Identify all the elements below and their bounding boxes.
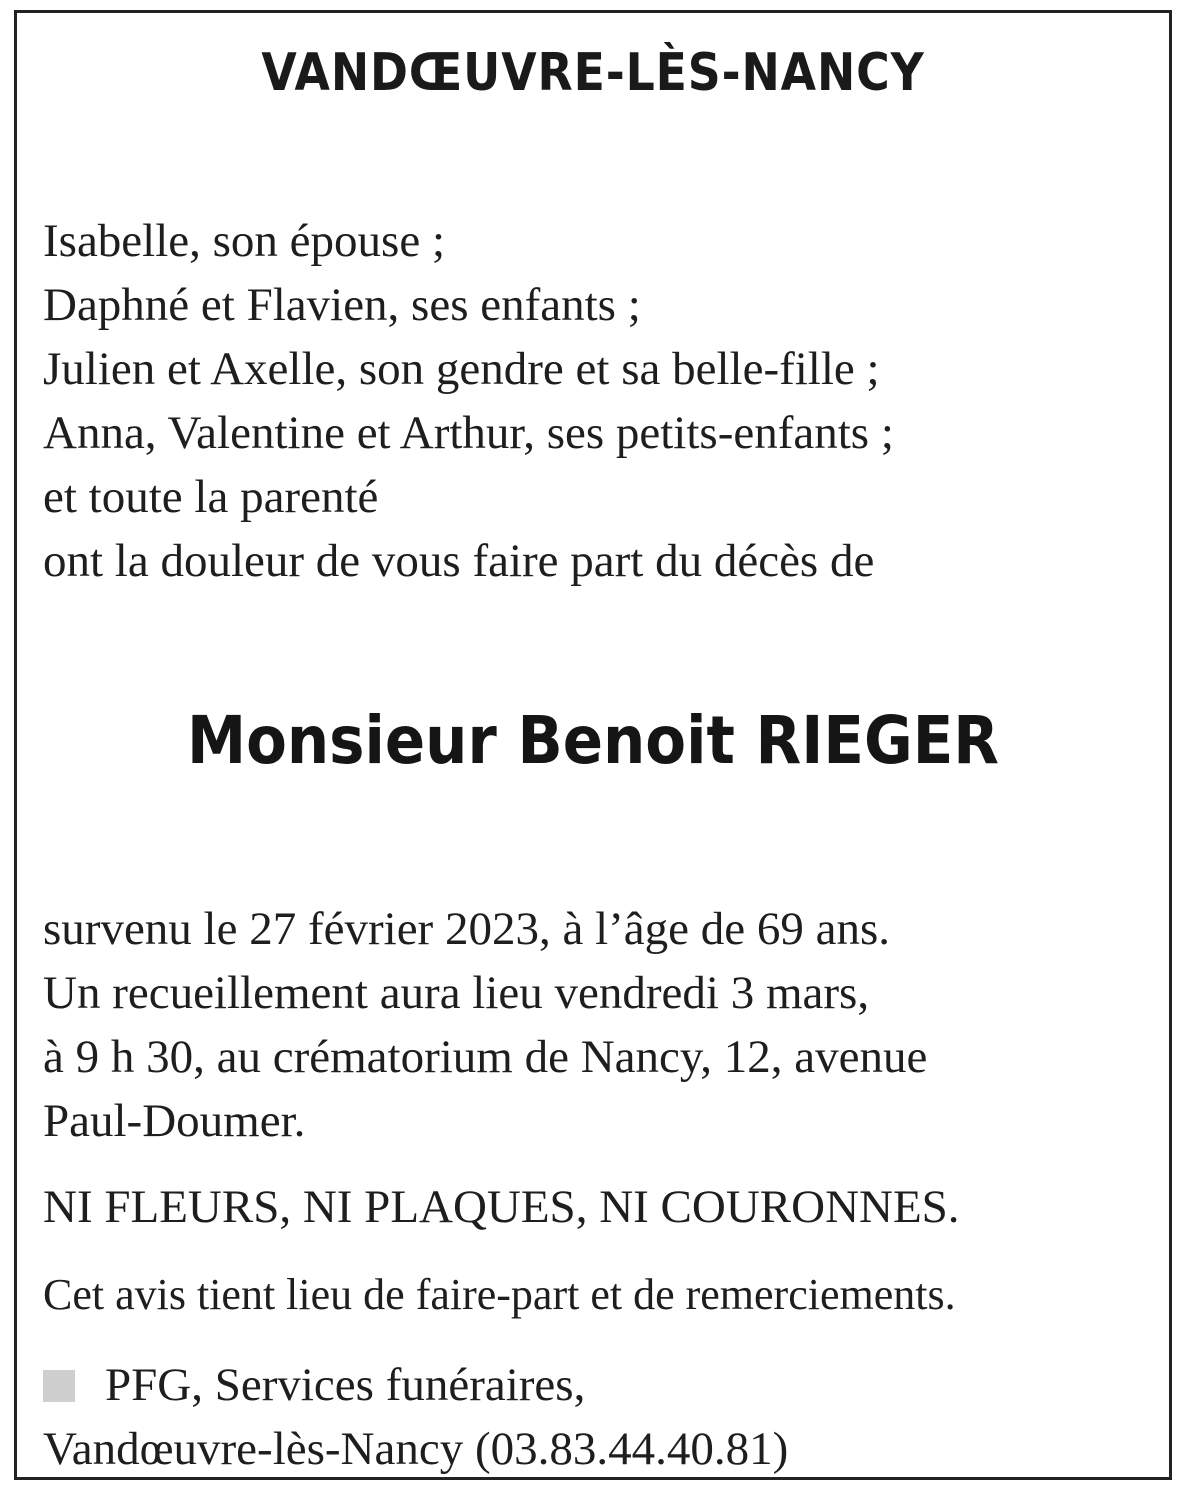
details-line-ceremony: Un recueillement aura lieu vendredi 3 mars, xyxy=(43,967,870,1019)
family-line-grandchildren: Anna, Valentine et Arthur, ses petits-enfants ; xyxy=(43,407,894,459)
deceased-name: Monsieur Benoit RIEGER xyxy=(186,702,1000,779)
details-line-street: Paul-Doumer. xyxy=(43,1095,306,1147)
funeral-home-line xyxy=(43,1353,788,1417)
no-flowers-notice: NI FLEURS, NI PLAQUES, NI COURONNES. xyxy=(43,1181,960,1233)
family-line-announcement: ont la douleur de vous faire part du décès de xyxy=(43,535,875,587)
funeral-home-contact: Vandœuvre-lès-Nancy (03.83.44.40.81) xyxy=(43,1423,789,1475)
square-marker-icon xyxy=(43,1370,75,1402)
funeral-home-info xyxy=(43,1353,788,1481)
family-line-relatives: et toute la parenté xyxy=(43,471,379,523)
details-line-location: à 9 h 30, au crématorium de Nancy, 12, avenue xyxy=(43,1031,928,1083)
obituary-notice xyxy=(14,10,1172,1480)
family-line-in-laws: Julien et Axelle, son gendre et sa belle-fille ; xyxy=(43,343,880,395)
family-line-spouse: Isabelle, son épouse ; xyxy=(43,215,446,267)
family-announcement xyxy=(43,209,1153,593)
ceremony-details xyxy=(43,897,1153,1153)
town-heading: VANDŒUVRE-LÈS-NANCY xyxy=(261,43,925,103)
details-line-date: survenu le 27 février 2023, à l’âge de 69 ans. xyxy=(43,903,891,955)
family-line-children: Daphné et Flavien, ses enfants ; xyxy=(43,279,641,331)
funeral-home-name: PFG, Services funéraires, xyxy=(105,1359,586,1411)
thanks-notice: Cet avis tient lieu de faire-part et de remerciements. xyxy=(43,1270,956,1319)
